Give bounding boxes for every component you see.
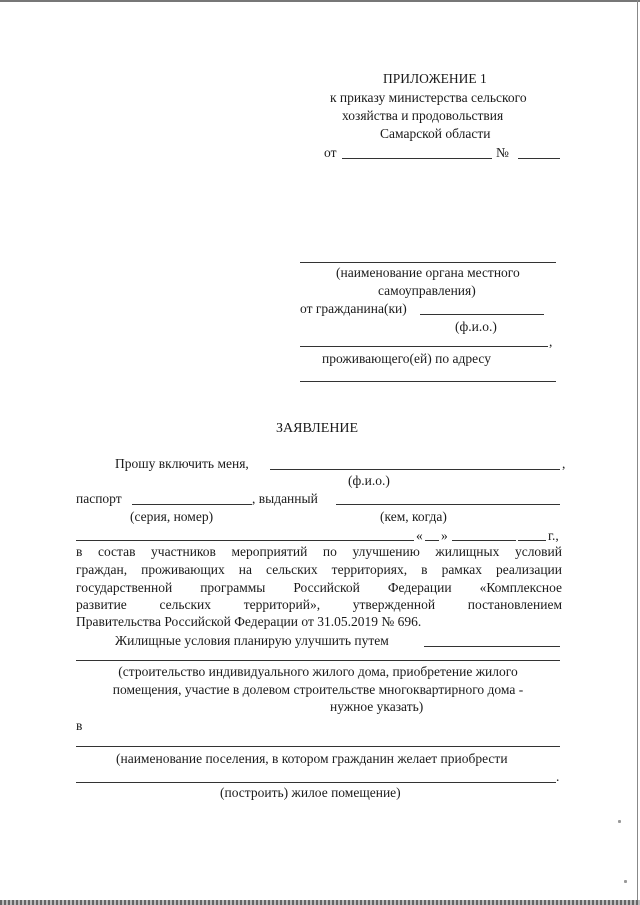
settlement-hint-line-1: (наименование поселения, в котором гражданин желает приобрести xyxy=(116,751,508,766)
date-close-quote: » xyxy=(441,528,448,543)
issue-year-field[interactable] xyxy=(518,540,546,541)
applicant-name-field[interactable] xyxy=(270,469,560,470)
citizen-name-field[interactable] xyxy=(420,314,544,315)
settlement-field[interactable] xyxy=(76,746,560,747)
residing-label: проживающего(ей) по адресу xyxy=(322,351,491,366)
number-sign: № xyxy=(496,145,509,160)
org-label-line-2: самоуправления) xyxy=(378,283,476,298)
comma: , xyxy=(549,334,553,349)
scan-speck xyxy=(618,820,621,823)
request-prefix: Прошу включить меня, xyxy=(115,456,249,471)
order-date-field[interactable] xyxy=(342,158,492,159)
paragraph-line-4: развитие сельских территорий», утвержденной постановлением xyxy=(76,597,562,612)
citizen-name-field-2[interactable] xyxy=(300,346,548,347)
issue-month-field[interactable] xyxy=(452,540,516,541)
housing-method-field[interactable] xyxy=(424,646,560,647)
date-prefix: от xyxy=(324,145,337,160)
date-open-quote: « xyxy=(416,528,423,543)
housing-method-field-2[interactable] xyxy=(76,660,560,661)
scan-speck xyxy=(624,880,627,883)
applicant-fio-label: (ф.и.о.) xyxy=(348,473,390,488)
settlement-hint-line-2: (построить) жилое помещение) xyxy=(220,785,401,800)
issued-label: , выданный xyxy=(252,491,318,506)
org-name-field[interactable] xyxy=(300,262,556,263)
by-whom-label: (кем, когда) xyxy=(380,509,447,524)
scan-border-top xyxy=(0,0,640,2)
settlement-end-period: . xyxy=(556,769,560,784)
housing-hint-line-3: нужное указать) xyxy=(330,699,424,714)
scan-border-bottom xyxy=(0,900,640,905)
header-line-2: хозяйства и продовольствия xyxy=(342,108,504,123)
issued-by-field-2[interactable] xyxy=(76,540,414,541)
header-line-1: к приказу министерства сельского xyxy=(330,90,527,105)
request-comma: , xyxy=(562,456,566,471)
housing-hint-line-1: (строительство индивидуального жилого дома, приобретение жилого xyxy=(118,664,518,679)
in-label: в xyxy=(76,718,83,733)
issued-by-field[interactable] xyxy=(336,504,560,505)
org-label-line-1: (наименование органа местного xyxy=(336,265,520,280)
document-title: ЗАЯВЛЕНИЕ xyxy=(276,421,359,436)
housing-prefix: Жилищные условия планирую улучшить путем xyxy=(115,633,389,648)
series-label: (серия, номер) xyxy=(130,509,214,524)
paragraph-line-1: в состав участников мероприятий по улучшению жилищных условий xyxy=(76,544,562,559)
from-citizen-label: от гражданина(ки) xyxy=(300,301,407,316)
paragraph-line-5: Правительства Российской Федерации от 31.05.2019 № 696. xyxy=(76,614,422,629)
header-line-3: Самарской области xyxy=(380,126,491,141)
passport-label: паспорт xyxy=(76,491,122,506)
appendix-title: ПРИЛОЖЕНИЕ 1 xyxy=(383,71,487,86)
housing-hint-line-2: помещения, участие в долевом строительстве многоквартирного дома - xyxy=(112,682,524,697)
paragraph-line-2: граждан, проживающих на сельских территориях, в рамках реализации xyxy=(76,562,562,577)
scan-border-right xyxy=(637,0,638,905)
order-number-field[interactable] xyxy=(518,158,560,159)
passport-number-field[interactable] xyxy=(132,504,252,505)
settlement-field-2[interactable] xyxy=(76,782,556,783)
year-suffix: г., xyxy=(548,528,559,543)
address-field[interactable] xyxy=(300,381,556,382)
issue-day-field[interactable] xyxy=(425,540,439,541)
paragraph-line-3: государственной программы Российской Федерации «Комплексное xyxy=(76,580,562,595)
fio-label: (ф.и.о.) xyxy=(455,319,497,334)
